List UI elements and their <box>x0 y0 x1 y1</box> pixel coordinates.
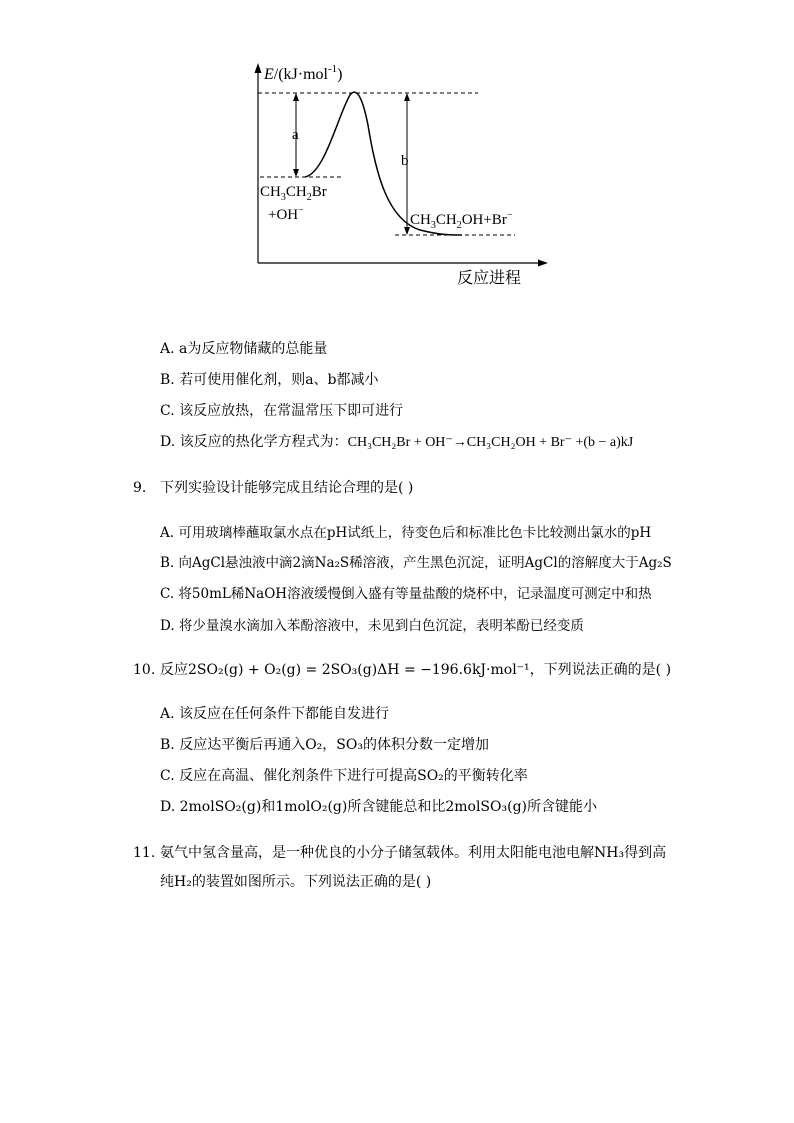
arrow-b-head-up <box>404 93 410 101</box>
reactant-label-line1: $CH_3CH_2Br$ <box>260 184 327 203</box>
label-b: b <box>401 153 409 169</box>
q8-option-c[interactable]: C. 该反应放热，在常温常压下即可进行 <box>160 403 404 419</box>
energy-profile-diagram <box>250 55 550 295</box>
q8-option-b[interactable]: B. 若可使用催化剂，则a、b都减小 <box>160 372 379 388</box>
q9-option-d[interactable]: D. 将少量溴水滴加入苯酚溶液中，未见到白色沉淀，表明苯酚已经变质 <box>160 618 584 634</box>
q11-stem-line1: 氨气中氢含量高，是一种优良的小分子储氢载体。利用太阳能电池电解NH₃得到高 <box>160 845 667 861</box>
label-a: a <box>292 127 299 143</box>
q9-option-a[interactable]: A. 可用玻璃棒蘸取氯水点在pH试纸上，待变色后和标准比色卡比较测出氯水的pH <box>160 525 652 541</box>
arrow-a-head-up <box>293 93 299 101</box>
q10-stem: 反应2SO₂(g) + O₂(g) = 2SO₃(g)ΔH = −196.6kJ·mol⁻¹，下列说法正确的是( ) <box>160 662 672 678</box>
q10-option-a[interactable]: A. 该反应在任何条件下都能自发进行 <box>160 706 390 722</box>
q9-stem: 下列实验设计能够完成且结论合理的是( ) <box>160 480 414 496</box>
q10-option-d[interactable]: D. 2molSO₂(g)和1molO₂(g)所含键能总和比2molSO₃(g)所含键能小 <box>160 799 598 815</box>
arrow-b-head-down <box>404 227 410 235</box>
reactant-label-line2: +OH− <box>268 205 304 223</box>
x-axis-arrow <box>538 260 548 267</box>
q10-option-b[interactable]: B. 反应达平衡后再通入O₂，SO₃的体积分数一定增加 <box>160 737 489 753</box>
q9-option-b[interactable]: B. 向AgCl悬浊液中滴2滴Na₂S稀溶液，产生黑色沉淀，证明AgCl的溶解度大于Ag₂S <box>160 555 672 571</box>
q9-number: 9. <box>133 480 147 496</box>
q11-stem-line2: 纯H₂的装置如图所示。下列说法正确的是( ) <box>160 874 432 890</box>
q8-option-a[interactable]: A. a为反应物储藏的总能量 <box>160 341 328 357</box>
q11-number: 11. <box>133 845 156 861</box>
q9-option-c[interactable]: C. 将50mL稀NaOH溶液缓慢倒入盛有等量盐酸的烧杯中，记录温度可测定中和热 <box>160 586 652 602</box>
x-axis-label: 反应进程 <box>457 270 522 287</box>
arrow-a-head-down <box>293 169 299 177</box>
q8-option-d-formula: CH₃CH₂Br + OH⁻→CH₃CH₂OH + Br⁻ +(b − a)kJ <box>347 435 634 450</box>
q10-number: 10. <box>133 662 156 678</box>
product-label: $CH_3CH_2OH+Br^-$ <box>410 210 513 231</box>
y-axis-label: E/(kJ·mol$^{-1}$) <box>264 63 343 83</box>
q10-option-c[interactable]: C. 反应在高温、催化剂条件下进行可提高SO₂的平衡转化率 <box>160 768 528 784</box>
q8-option-d-text: D. 该反应的热化学方程式为： <box>160 434 348 450</box>
q8-option-d[interactable] <box>160 432 633 453</box>
y-axis-arrow <box>255 63 262 73</box>
